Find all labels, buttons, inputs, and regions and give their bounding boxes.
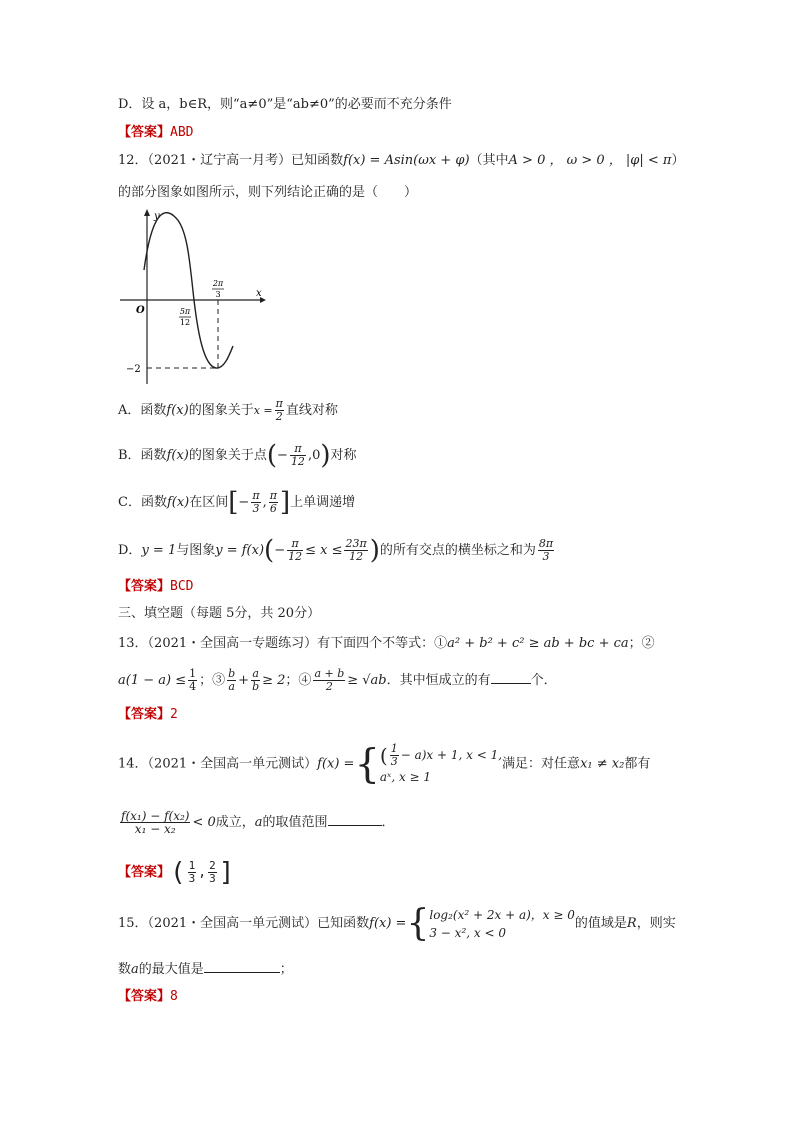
fraction: [269, 490, 278, 515]
numerator: 23π: [345, 537, 367, 550]
fraction: [313, 668, 345, 693]
q15-stem-text: ，则实: [636, 916, 676, 931]
right-bracket: ]: [218, 857, 235, 888]
fraction: [275, 398, 284, 423]
q13-stem-text: ；②: [628, 636, 655, 651]
piecewise-cases: [429, 906, 575, 942]
answer-tag: 【答案】: [118, 579, 171, 594]
answer-tag: 【答案】: [118, 865, 171, 880]
option-text: 在区间: [189, 495, 229, 510]
q12-option-a: [118, 398, 338, 423]
option-text: D．: [118, 543, 142, 558]
piecewise-cases: ( $\frac{1}{3}$ − a)x + 1, x < 1, aˣ, x ≥ 1: [379, 742, 503, 784]
q12-option-d: D．y = 1与图象y = f(x)(− $\frac{\pi}{12}$ ≤ x ≤ $\frac{23\pi}{12}$ )的所有交点的横坐标之和为 $\frac{8\pi}{3}$: [118, 535, 554, 566]
q13-answer: [118, 706, 178, 724]
denominator: 12: [349, 550, 364, 563]
q12-stem-line2: 的部分图象如图所示，则下列结论正确的是（ ）: [118, 185, 418, 200]
answer-value: 8: [170, 989, 178, 1004]
denominator: b: [252, 680, 260, 693]
option-math: f(x): [166, 448, 189, 463]
answer-blank: [491, 671, 531, 684]
right-paren: ): [320, 440, 331, 471]
q15-stem-text: 的最大值是: [138, 962, 204, 977]
numerator: f(x₁) − f(x₂): [121, 809, 190, 823]
q13-stem-text: 个．: [530, 673, 557, 688]
option-text: 对称: [330, 448, 357, 463]
piece-1: log₂(x² + 2x + a)，x ≥ 0: [429, 908, 575, 922]
q14-stem-text: 成立，: [215, 815, 255, 830]
piecewise-brace: {: [406, 903, 430, 944]
option-text: A．函数: [118, 403, 167, 418]
denominator: 3: [390, 755, 398, 768]
q12-function: f(x) = Asin(ωx + φ): [343, 153, 470, 168]
q12-option-b: B．函数f(x)的图象关于点(− $\frac{\pi}{12}$ ,0)对称: [118, 440, 357, 471]
answer-tag: 【答案】: [118, 989, 171, 1004]
q15-function: f(x) =: [369, 916, 407, 931]
q11-option-d: D．设 a，b∈R，则“a≠0”是“ab≠0”的必要而不充分条件: [118, 97, 452, 112]
piece-2: aˣ, x ≥ 1: [379, 770, 432, 784]
denominator: 3: [188, 872, 196, 885]
numerator: π: [269, 489, 277, 502]
fraction: [251, 490, 260, 515]
q12-answer: [118, 578, 194, 596]
x-axis-label: x: [256, 288, 262, 299]
q14-answer: 【答案】( $\frac{1}{3}$ , $\frac{2}{3}$ ]: [118, 857, 235, 888]
left-bracket: [: [228, 487, 239, 518]
numerator: a + b: [314, 667, 345, 680]
numerator: a: [252, 667, 259, 680]
tick-2pi-denominator: 3: [215, 290, 221, 299]
q13-stem-line2: a(1 − a) ≤ $\frac{1}{4}$ ；③ $\frac{b}{a}$ + $\frac{a}{b}$ ≥ 2；④ $\frac{a + b}{2}$ ≥ √ab．其中恒成立的有 个．: [118, 667, 557, 693]
option-text: 直线对称: [285, 403, 338, 418]
denominator: 3: [542, 550, 550, 563]
tick-5pi-numerator: 5π: [179, 307, 191, 316]
min-value-label: −2: [126, 364, 141, 375]
option-math: f(x): [166, 495, 190, 510]
right-bracket: ]: [279, 487, 291, 518]
q12-option-c: C．函数f(x)在区间[− $\frac{\pi}{3}$ , $\frac{\pi}{6}$ ]上单调递增: [118, 487, 356, 518]
q14-variable: a: [254, 815, 263, 830]
left-paren: (: [170, 857, 186, 888]
q14-stem-text: 的取值范围: [262, 815, 328, 830]
denominator: 2: [325, 680, 333, 693]
denominator: x₁ − x₂: [134, 822, 176, 836]
numerator: π: [252, 489, 260, 502]
q15-stem-text: 15．（2021・全国高一单元测试）已知函数: [118, 916, 370, 931]
inequality-2: a(1 − a) ≤: [118, 673, 187, 688]
q13-stem-text: ．其中恒成立的有: [386, 673, 491, 688]
inequality-3-tail: ≥ 2: [262, 673, 286, 688]
fraction: [290, 443, 306, 468]
numerator: π: [275, 397, 283, 410]
q14-stem-text: 满足：对任意: [502, 756, 581, 772]
q14-stem-text: 都有: [624, 756, 651, 772]
fraction: [188, 668, 197, 693]
q12-sine-graph: [112, 206, 272, 388]
right-paren: ): [369, 535, 380, 566]
numerator: 1: [390, 742, 398, 755]
option-text: 与图象: [176, 543, 216, 558]
answer-value: ABD: [170, 125, 194, 140]
left-paren: (: [264, 535, 275, 566]
answer-tag: 【答案】: [118, 707, 171, 722]
tick-2pi-numerator: 2π: [212, 279, 224, 288]
inequality-1: a² + b² + c² ≥ ab + bc + ca: [447, 636, 629, 651]
q12-conditions: A > 0 ， ω > 0 ， |φ| < π: [508, 153, 672, 168]
fraction: [287, 538, 303, 563]
q14-stem-text: 14．（2021・全国高一单元测试）: [118, 756, 318, 772]
numerator: 2: [209, 859, 216, 872]
option-text: 的图象关于: [188, 403, 254, 418]
answer-value: BCD: [170, 579, 194, 594]
q14-stem-text: ．: [381, 815, 395, 830]
denominator: 6: [269, 502, 277, 515]
denominator: 12: [290, 455, 305, 468]
q14-stem-line2: [118, 810, 395, 835]
fraction: [120, 810, 190, 835]
q14-stem: [118, 743, 650, 789]
denominator: 12: [288, 550, 303, 563]
q14-inequality: < 0: [192, 815, 216, 830]
q11-answer: [118, 124, 194, 142]
section-heading: 三、填空题（每题 5分，共 20分）: [118, 606, 321, 621]
option-text: 上单调递增: [290, 495, 356, 510]
q15-stem-text: 的值域是: [574, 916, 627, 931]
fraction: [390, 743, 399, 768]
q15-stem: [118, 903, 676, 948]
numerator: π: [290, 443, 306, 456]
q13-stem: [118, 635, 655, 653]
fraction: [344, 538, 367, 563]
numerator: 8π: [538, 537, 554, 550]
fraction: [251, 668, 260, 693]
option-text: 的图象关于点: [188, 448, 267, 463]
answer-blank: [204, 960, 280, 973]
origin-label: O: [136, 305, 145, 316]
piece-1: − a)x + 1, x < 1,: [400, 748, 503, 762]
denominator: 4: [189, 680, 197, 693]
piecewise-brace: {: [354, 741, 380, 788]
option-math: y = f(x): [215, 543, 265, 558]
q13-stem-text: ；④: [285, 673, 312, 688]
q12-stem: [118, 152, 685, 170]
denominator: 2: [275, 410, 283, 423]
fraction: [538, 538, 554, 563]
inequality-4-tail: ≥ √ab: [347, 673, 387, 688]
q13-stem-text: ；③: [199, 673, 226, 688]
q15-variable: a: [131, 962, 139, 977]
q14-function: f(x) =: [317, 756, 355, 772]
answer-blank: [328, 813, 382, 826]
denominator: 3: [252, 502, 260, 515]
q14-condition: x₁ ≠ x₂: [580, 756, 625, 772]
answer-value: 2: [170, 707, 178, 722]
q15-stem-text: ；: [279, 962, 293, 977]
q15-range: R: [626, 916, 637, 931]
q15-answer: [118, 988, 178, 1006]
denominator: 3: [209, 872, 216, 885]
y-axis-label: y: [154, 211, 160, 222]
fraction: [208, 860, 217, 885]
fraction: [188, 860, 197, 885]
tick-5pi-denominator: 12: [179, 318, 191, 327]
option-math: x =: [253, 404, 273, 417]
q12-stem-text: （其中: [469, 153, 509, 168]
q15-stem-line2: [118, 960, 293, 979]
option-math: f(x): [166, 403, 189, 418]
numerator: 1: [188, 859, 196, 872]
q12-stem-text: 12．（2021・辽宁高一月考）已知函数: [118, 153, 344, 168]
q15-stem-text: 数: [118, 962, 132, 977]
denominator: a: [228, 680, 235, 693]
q12-stem-text: ）: [671, 153, 685, 168]
numerator: b: [228, 667, 236, 680]
option-text: C．函数: [118, 495, 167, 510]
y-axis-arrow-icon: [144, 209, 150, 216]
option-text: 的所有交点的横坐标之和为: [379, 543, 536, 558]
numerator: π: [287, 538, 303, 551]
option-text: B．函数: [118, 448, 167, 463]
answer-tag: 【答案】: [118, 125, 171, 140]
piece-2: 3 − x², x < 0: [429, 926, 506, 940]
left-paren: (: [266, 440, 278, 471]
numerator: 1: [189, 667, 197, 680]
fraction: [227, 668, 236, 693]
q13-stem-text: 13．（2021・全国高一专题练习）有下面四个不等式：①: [118, 636, 448, 651]
option-math: y = 1: [141, 543, 177, 558]
